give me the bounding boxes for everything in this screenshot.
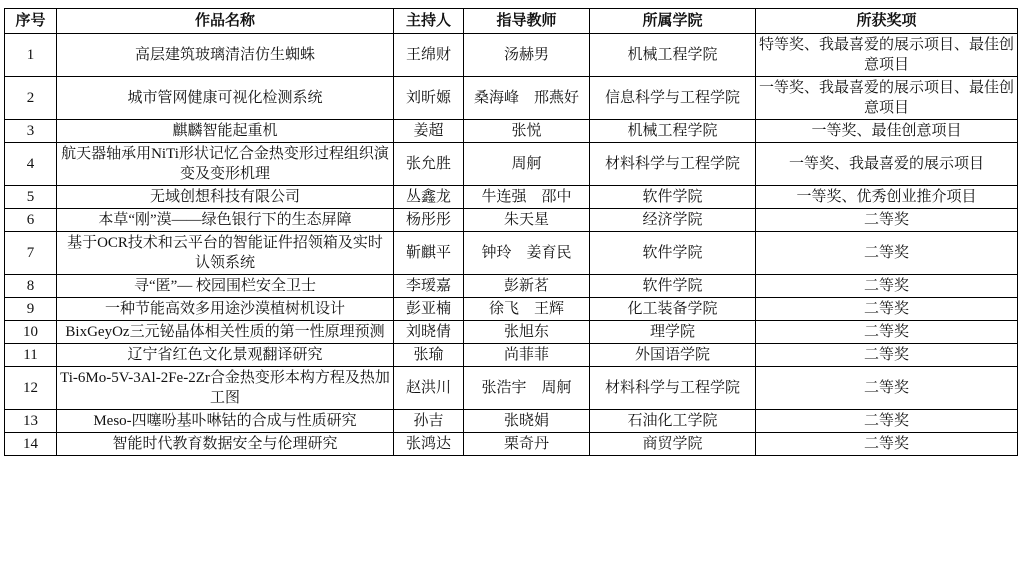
cell-no: 6 bbox=[5, 209, 57, 232]
cell-college: 软件学院 bbox=[590, 186, 756, 209]
cell-awards: 一等奖、优秀创业推介项目 bbox=[756, 186, 1018, 209]
cell-leader: 李瑷嘉 bbox=[394, 275, 464, 298]
cell-advisor: 彭新茗 bbox=[464, 275, 590, 298]
cell-advisor: 徐飞 王辉 bbox=[464, 298, 590, 321]
header-leader: 主持人 bbox=[394, 9, 464, 34]
cell-title: 城市管网健康可视化检测系统 bbox=[57, 77, 394, 120]
cell-title: 一种节能高效多用途沙漠植树机设计 bbox=[57, 298, 394, 321]
header-advisor: 指导教师 bbox=[464, 9, 590, 34]
cell-no: 12 bbox=[5, 367, 57, 410]
cell-advisor: 尚菲菲 bbox=[464, 344, 590, 367]
cell-college: 信息科学与工程学院 bbox=[590, 77, 756, 120]
cell-title: BixGeyOz三元铋晶体相关性质的第一性原理预测 bbox=[57, 321, 394, 344]
cell-title: 无域创想科技有限公司 bbox=[57, 186, 394, 209]
cell-awards: 二等奖 bbox=[756, 433, 1018, 456]
cell-college: 理学院 bbox=[590, 321, 756, 344]
cell-leader: 孙吉 bbox=[394, 410, 464, 433]
cell-awards: 二等奖 bbox=[756, 321, 1018, 344]
cell-title: 寻“匿”— 校园围栏安全卫士 bbox=[57, 275, 394, 298]
cell-awards: 一等奖、我最喜爱的展示项目、最佳创意项目 bbox=[756, 77, 1018, 120]
table-row bbox=[5, 232, 1018, 275]
cell-college: 机械工程学院 bbox=[590, 120, 756, 143]
header-title: 作品名称 bbox=[57, 9, 394, 34]
cell-college: 材料科学与工程学院 bbox=[590, 143, 756, 186]
cell-leader: 赵洪川 bbox=[394, 367, 464, 410]
cell-college: 商贸学院 bbox=[590, 433, 756, 456]
cell-college: 材料科学与工程学院 bbox=[590, 367, 756, 410]
table-row bbox=[5, 77, 1018, 120]
cell-leader: 张鸿达 bbox=[394, 433, 464, 456]
cell-title: 高层建筑玻璃清洁仿生蜘蛛 bbox=[57, 34, 394, 77]
cell-college: 石油化工学院 bbox=[590, 410, 756, 433]
cell-no: 4 bbox=[5, 143, 57, 186]
table-row bbox=[5, 321, 1018, 344]
cell-leader: 杨彤彤 bbox=[394, 209, 464, 232]
cell-leader: 彭亚楠 bbox=[394, 298, 464, 321]
header-no: 序号 bbox=[5, 9, 57, 34]
cell-no: 2 bbox=[5, 77, 57, 120]
header-awards: 所获奖项 bbox=[756, 9, 1018, 34]
cell-advisor: 桑海峰 邢燕好 bbox=[464, 77, 590, 120]
cell-leader: 张允胜 bbox=[394, 143, 464, 186]
cell-title: Ti-6Mo-5V-3Al-2Fe-2Zr合金热变形本构方程及热加工图 bbox=[57, 367, 394, 410]
cell-no: 10 bbox=[5, 321, 57, 344]
cell-no: 3 bbox=[5, 120, 57, 143]
cell-awards: 二等奖 bbox=[756, 232, 1018, 275]
cell-awards: 二等奖 bbox=[756, 275, 1018, 298]
cell-awards: 特等奖、我最喜爱的展示项目、最佳创意项目 bbox=[756, 34, 1018, 77]
cell-advisor: 朱天星 bbox=[464, 209, 590, 232]
header-row bbox=[5, 9, 1018, 34]
cell-advisor: 张浩宇 周舸 bbox=[464, 367, 590, 410]
header-college: 所属学院 bbox=[590, 9, 756, 34]
cell-awards: 二等奖 bbox=[756, 367, 1018, 410]
cell-title: 智能时代教育数据安全与伦理研究 bbox=[57, 433, 394, 456]
cell-leader: 姜超 bbox=[394, 120, 464, 143]
cell-title: 辽宁省红色文化景观翻译研究 bbox=[57, 344, 394, 367]
table-row bbox=[5, 410, 1018, 433]
cell-awards: 二等奖 bbox=[756, 298, 1018, 321]
cell-no: 14 bbox=[5, 433, 57, 456]
cell-advisor: 牛连强 邵中 bbox=[464, 186, 590, 209]
cell-college: 经济学院 bbox=[590, 209, 756, 232]
table-row bbox=[5, 433, 1018, 456]
cell-advisor: 周舸 bbox=[464, 143, 590, 186]
cell-no: 13 bbox=[5, 410, 57, 433]
cell-awards: 二等奖 bbox=[756, 209, 1018, 232]
cell-no: 11 bbox=[5, 344, 57, 367]
table-row bbox=[5, 344, 1018, 367]
cell-no: 7 bbox=[5, 232, 57, 275]
cell-leader: 丛鑫龙 bbox=[394, 186, 464, 209]
table-header bbox=[5, 9, 1018, 34]
cell-college: 化工装备学院 bbox=[590, 298, 756, 321]
cell-college: 软件学院 bbox=[590, 232, 756, 275]
cell-advisor: 钟玲 姜育民 bbox=[464, 232, 590, 275]
cell-advisor: 栗奇丹 bbox=[464, 433, 590, 456]
cell-advisor: 张晓娟 bbox=[464, 410, 590, 433]
cell-leader: 靳麒平 bbox=[394, 232, 464, 275]
cell-title: 麒麟智能起重机 bbox=[57, 120, 394, 143]
cell-college: 外国语学院 bbox=[590, 344, 756, 367]
awards-table bbox=[4, 8, 1018, 456]
cell-title: Meso-四噻吩基卟啉钴的合成与性质研究 bbox=[57, 410, 394, 433]
table-row bbox=[5, 143, 1018, 186]
cell-title: 基于OCR技术和云平台的智能证件招领箱及实时认领系统 bbox=[57, 232, 394, 275]
cell-advisor: 汤赫男 bbox=[464, 34, 590, 77]
cell-college: 软件学院 bbox=[590, 275, 756, 298]
cell-no: 9 bbox=[5, 298, 57, 321]
cell-college: 机械工程学院 bbox=[590, 34, 756, 77]
table-row bbox=[5, 298, 1018, 321]
table-row bbox=[5, 275, 1018, 298]
table-row bbox=[5, 186, 1018, 209]
table-row bbox=[5, 120, 1018, 143]
cell-leader: 张瑜 bbox=[394, 344, 464, 367]
cell-no: 8 bbox=[5, 275, 57, 298]
cell-leader: 王绵财 bbox=[394, 34, 464, 77]
cell-advisor: 张旭东 bbox=[464, 321, 590, 344]
cell-no: 1 bbox=[5, 34, 57, 77]
cell-no: 5 bbox=[5, 186, 57, 209]
cell-leader: 刘晓倩 bbox=[394, 321, 464, 344]
cell-title: 本草“刚”漠——绿色银行下的生态屏障 bbox=[57, 209, 394, 232]
table-row bbox=[5, 367, 1018, 410]
cell-advisor: 张悦 bbox=[464, 120, 590, 143]
cell-title: 航天器轴承用NiTi形状记忆合金热变形过程组织演变及变形机理 bbox=[57, 143, 394, 186]
table-body bbox=[5, 34, 1018, 456]
cell-awards: 二等奖 bbox=[756, 410, 1018, 433]
cell-awards: 二等奖 bbox=[756, 344, 1018, 367]
table-row bbox=[5, 209, 1018, 232]
cell-awards: 一等奖、最佳创意项目 bbox=[756, 120, 1018, 143]
table-row bbox=[5, 34, 1018, 77]
cell-leader: 刘昕嫄 bbox=[394, 77, 464, 120]
cell-awards: 一等奖、我最喜爱的展示项目 bbox=[756, 143, 1018, 186]
